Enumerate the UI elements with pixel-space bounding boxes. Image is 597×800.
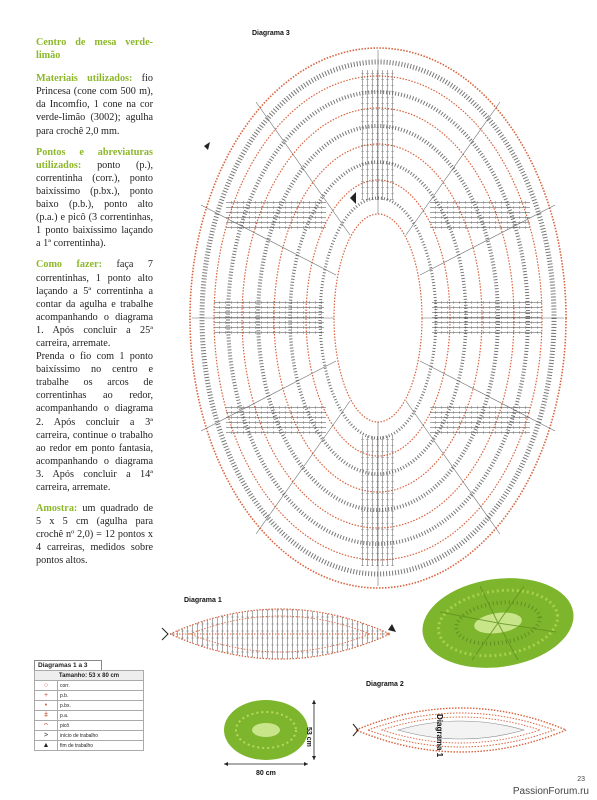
legend-item: p.bx. bbox=[58, 701, 144, 711]
legend bbox=[34, 660, 144, 751]
legend-title: Diagramas 1 a 3 bbox=[34, 660, 102, 670]
sample-paragraph bbox=[36, 502, 153, 567]
article-title: Centro de mesa verde-limão bbox=[36, 37, 153, 62]
stitches-heading: Pontos e abreviaturas utilizados: bbox=[36, 146, 153, 171]
howto-body-1: faça 7 correntinhas, 1 ponto alto laçando a 5ª correntinha a contar da agulha e trabalhe acompanhando o diagrama 1. Após concluir a 25ª carreira, arremate. bbox=[36, 259, 153, 349]
legend-row bbox=[35, 701, 144, 711]
end-arrow-icon: ▲ bbox=[35, 741, 58, 751]
diagram-1-label: Diagrama 1 bbox=[184, 597, 222, 604]
size-illustration bbox=[218, 698, 338, 768]
howto-paragraph-2: Prenda o fio com 1 ponto baixíssimo no centro e trabalhe os arcos de correntinhas ao redor, acompanhando o diagrama 2. Após concluir a 3ª carreira, continue o trabalho ao redor em ponto fantasia, acompanhando o diagrama 3. Após concluir a 14ª carreira, arremate. bbox=[36, 351, 153, 493]
diagram-1-chart bbox=[160, 594, 400, 674]
legend-item: p.b. bbox=[58, 691, 144, 701]
legend-item: p.a. bbox=[58, 711, 144, 721]
materials-paragraph bbox=[36, 72, 153, 137]
double-crochet-symbol-icon: ǂ bbox=[35, 711, 58, 721]
materials-body: fio Princesa (cone com 500 m), da Incomfio, 1 cone na cor verde-limão (3002); agulha para crochê 2,0 mm. bbox=[36, 73, 153, 137]
width-dimension: 80 cm bbox=[256, 770, 276, 777]
materials-heading: Materiais utilizados: bbox=[36, 73, 133, 85]
single-crochet-symbol-icon: + bbox=[35, 691, 58, 701]
chain-symbol-icon: ○ bbox=[35, 681, 58, 691]
diagram-2-inner-label: Diagrama 1 bbox=[435, 714, 444, 758]
legend-table bbox=[34, 670, 144, 751]
diagram-2-chart bbox=[352, 690, 570, 770]
legend-size: Tamanho: 53 x 80 cm bbox=[35, 671, 144, 681]
legend-item: fim de trabalho bbox=[58, 741, 144, 751]
stitches-paragraph bbox=[36, 146, 153, 251]
page-number: 23 bbox=[577, 776, 585, 783]
stitches-body: ponto (p.), correntinha (corr.), ponto baixíssimo (p.bx.), ponto baixo (p.b.), ponto alto (p.a.) e picô (3 correntinhas, 1 ponto baixíssimo laçando a 1ª correntinha). bbox=[36, 159, 153, 250]
article-text bbox=[36, 36, 153, 576]
legend-row bbox=[35, 681, 144, 691]
legend-row bbox=[35, 741, 144, 751]
legend-item: início de trabalho bbox=[58, 731, 144, 741]
howto-heading: Como fazer: bbox=[36, 259, 102, 271]
sample-body: um quadrado de 5 x 5 cm (agulha para crochê nº 2,0) = 12 pontos x 4 carreiras, medidos sobre pontos altos. bbox=[36, 503, 153, 567]
legend-row bbox=[35, 691, 144, 701]
sample-heading: Amostra: bbox=[36, 503, 78, 515]
height-dimension: 53 cm bbox=[305, 727, 312, 747]
diagram-3-chart bbox=[170, 30, 590, 600]
legend-item: picô bbox=[58, 721, 144, 731]
legend-row bbox=[35, 731, 144, 741]
diagram-2-label: Diagrama 2 bbox=[366, 681, 404, 688]
howto-paragraph bbox=[36, 258, 153, 350]
lime-doily-photo bbox=[420, 572, 580, 674]
legend-row bbox=[35, 721, 144, 731]
legend-row bbox=[35, 711, 144, 721]
slip-stitch-symbol-icon: • bbox=[35, 701, 58, 711]
picot-symbol-icon: ᴖ bbox=[35, 721, 58, 731]
watermark: PassionForum.ru bbox=[512, 786, 589, 797]
diagram-3-label: Diagrama 3 bbox=[252, 30, 290, 37]
start-arrow-icon: > bbox=[35, 731, 58, 741]
legend-item: corr. bbox=[58, 681, 144, 691]
